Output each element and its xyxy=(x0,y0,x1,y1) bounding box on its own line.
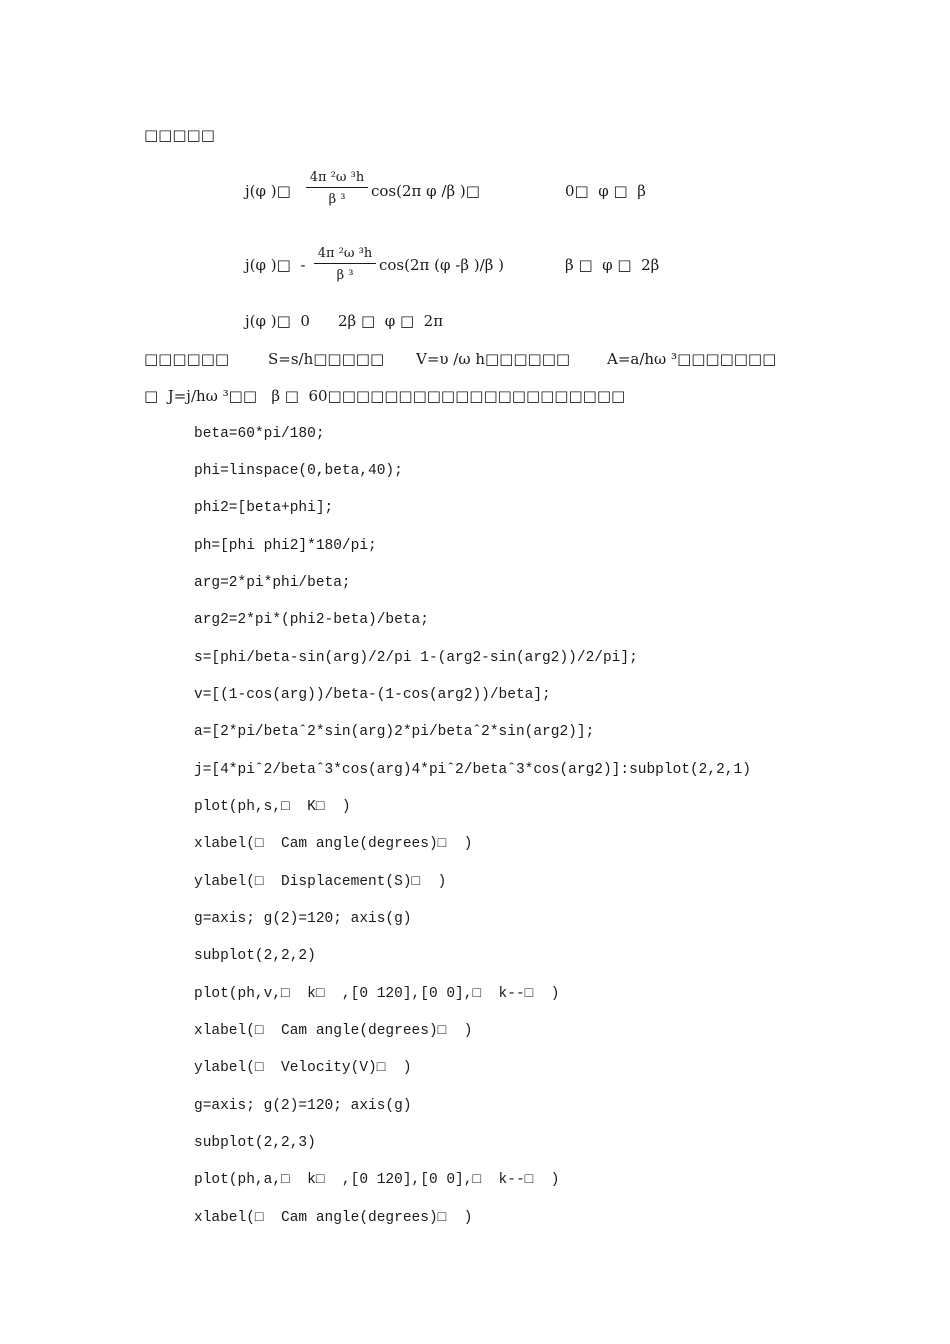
code-line: phi=linspace(0,beta,40); xyxy=(194,463,403,479)
code-line: plot(ph,v,□ k□ ,[0 120],[0 0],□ k--□ ) xyxy=(194,986,560,1002)
description-part: S=s/h□□□□□ xyxy=(268,350,385,368)
code-line: ylabel(□ Displacement(S)□ ) xyxy=(194,874,447,890)
formula-1-fraction xyxy=(306,170,368,207)
code-line: beta=60*pi/180; xyxy=(194,426,325,442)
code-line: plot(ph,s,□ K□ ) xyxy=(194,799,351,815)
formula-2-rhs: cos(2π (φ -β )/β ) xyxy=(379,256,504,274)
code-line: g=axis; g(2)=120; axis(g) xyxy=(194,911,412,927)
code-line: s=[phi/beta-sin(arg)/2/pi 1-(arg2-sin(arg2))/2/pi]; xyxy=(194,650,638,666)
code-line: plot(ph,a,□ k□ ,[0 120],[0 0],□ k--□ ) xyxy=(194,1172,560,1188)
description-line-2: □ J=j/hω ³□□ β □ 60□□□□□□□□□□□□□□□□□□□□□ xyxy=(144,387,626,405)
formula-1-denominator: β ³ xyxy=(328,192,346,207)
code-line: phi2=[beta+phi]; xyxy=(194,500,334,516)
formula-2-lhs: j(φ )□ - xyxy=(245,256,306,274)
formula-2-denominator: β ³ xyxy=(336,268,354,283)
code-line: a=[2*pi/betaˆ2*sin(arg)2*pi/betaˆ2*sin(arg2)]; xyxy=(194,724,595,740)
code-line: subplot(2,2,3) xyxy=(194,1135,316,1151)
code-line: g=axis; g(2)=120; axis(g) xyxy=(194,1098,412,1114)
code-line: ph=[phi phi2]*180/pi; xyxy=(194,538,377,554)
description-part: A=a/hω ³□□□□□□□ xyxy=(607,350,777,368)
code-line: xlabel(□ Cam angle(degrees)□ ) xyxy=(194,1210,473,1226)
code-line: subplot(2,2,2) xyxy=(194,948,316,964)
formula-3-lhs: j(φ )□ 0 xyxy=(245,312,310,330)
code-line: v=[(1-cos(arg))/beta-(1-cos(arg2))/beta]; xyxy=(194,687,551,703)
intro-heading: □□□□□ xyxy=(144,126,215,144)
code-line: xlabel(□ Cam angle(degrees)□ ) xyxy=(194,836,473,852)
code-line: j=[4*piˆ2/betaˆ3*cos(arg)4*piˆ2/betaˆ3*cos(arg2)]:subplot(2,2,1) xyxy=(194,762,751,778)
code-line: ylabel(□ Velocity(V)□ ) xyxy=(194,1060,412,1076)
code-line: arg2=2*pi*(phi2-beta)/beta; xyxy=(194,612,429,628)
description-part: □□□□□□ xyxy=(144,350,230,368)
formula-1-range: 0□ φ □ β xyxy=(565,182,646,200)
description-part: V=υ /ω h□□□□□□ xyxy=(416,350,571,368)
formula-2-numerator: 4π ²ω ³h xyxy=(317,246,373,261)
code-line: xlabel(□ Cam angle(degrees)□ ) xyxy=(194,1023,473,1039)
code-line: arg=2*pi*phi/beta; xyxy=(194,575,351,591)
formula-1-numerator: 4π ²ω ³h xyxy=(309,170,365,185)
formula-1-rhs: cos(2π φ /β )□ xyxy=(371,182,480,200)
formula-2-range: β □ φ □ 2β xyxy=(565,256,660,274)
formula-1-lhs: j(φ )□ xyxy=(245,182,291,200)
formula-3-range: 2β □ φ □ 2π xyxy=(338,312,444,330)
formula-2-fraction xyxy=(314,246,376,283)
